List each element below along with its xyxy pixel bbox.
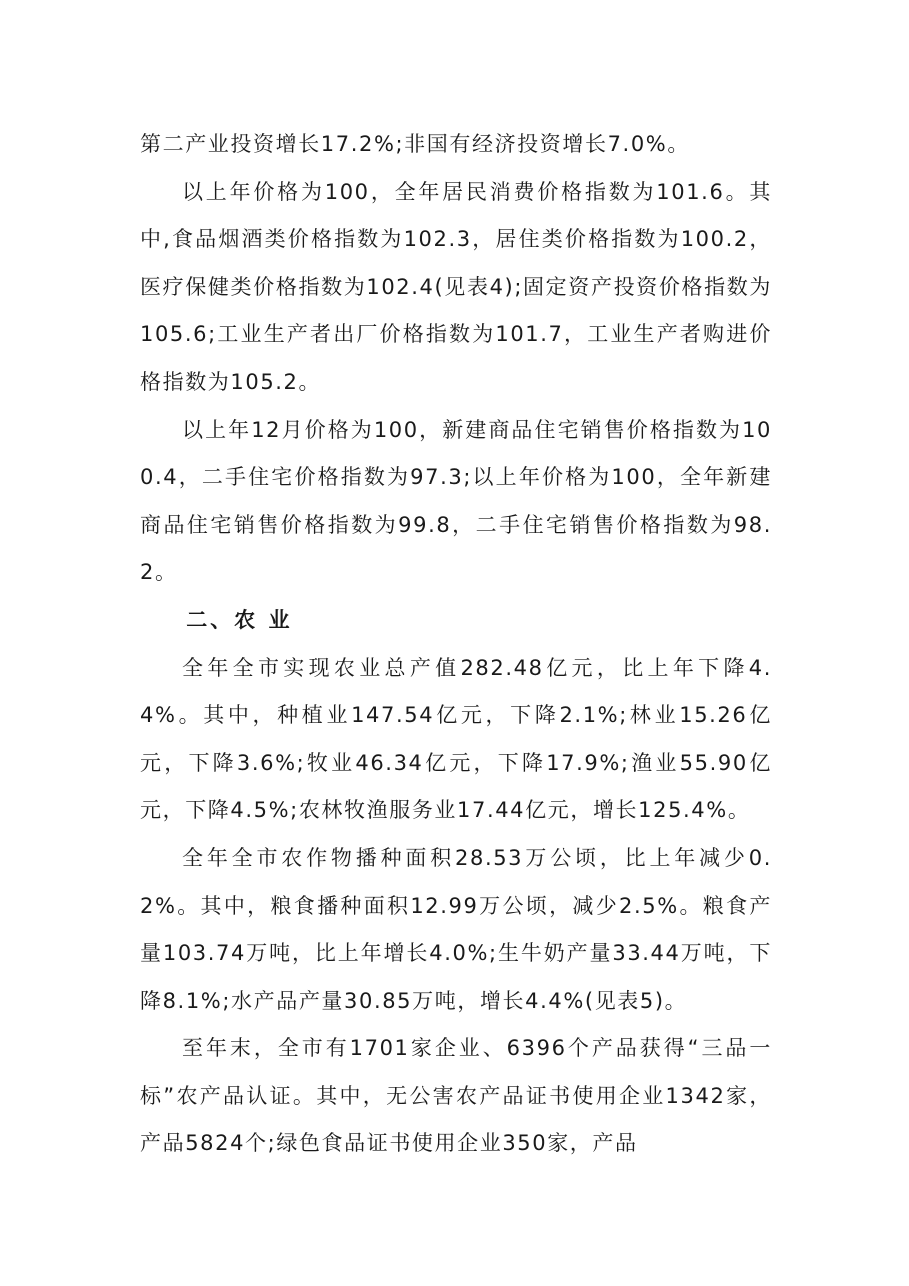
document-body	[140, 121, 772, 1168]
section-heading-agriculture: 二、农 业	[186, 607, 293, 632]
paragraph-agriculture-output: 全年全市实现农业总产值282.48亿元，比上年下降4.4%。其中，种植业147.54亿元，下降2.1%;林业15.26亿元，下降3.6%;牧业46.34亿元，下降17.9%;渔业55.90亿元，下降4.5%;农林牧渔服务业17.44亿元，增长125.4%。	[140, 655, 772, 823]
paragraph-housing-price: 以上年12月价格为100，新建商品住宅销售价格指数为100.4，二手住宅价格指数为97.3;以上年价格为100，全年新建商品住宅销售价格指数为99.8，二手住宅销售价格指数为98.2。	[140, 417, 772, 585]
paragraph-investment-growth: 第二产业投资增长17.2%;非国有经济投资增长7.0%。	[140, 132, 690, 156]
paragraph-price-index: 以上年价格为100，全年居民消费价格指数为101.6。其中,食品烟酒类价格指数为102.3，居住类价格指数为100.2，医疗保健类价格指数为102.4(见表4);固定资产投资价格指数为105.6;工业生产者出厂价格指数为101.7，工业生产者购进价格指数为105.2。	[140, 179, 772, 394]
paragraph-certification: 至年末，全市有1701家企业、6396个产品获得“三品一标”农产品认证。其中，无公害农产品证书使用企业1342家，产品5824个;绿色食品证书使用企业350家，产品	[140, 1036, 772, 1156]
paragraph-crop-area: 全年全市农作物播种面积28.53万公顷，比上年减少0.2%。其中，粮食播种面积12.99万公顷，减少2.5%。粮食产量103.74万吨，比上年增长4.0%;生牛奶产量33.44万吨，下降8.1%;水产品产量30.85万吨，增长4.4%(见表5)。	[140, 845, 772, 1013]
